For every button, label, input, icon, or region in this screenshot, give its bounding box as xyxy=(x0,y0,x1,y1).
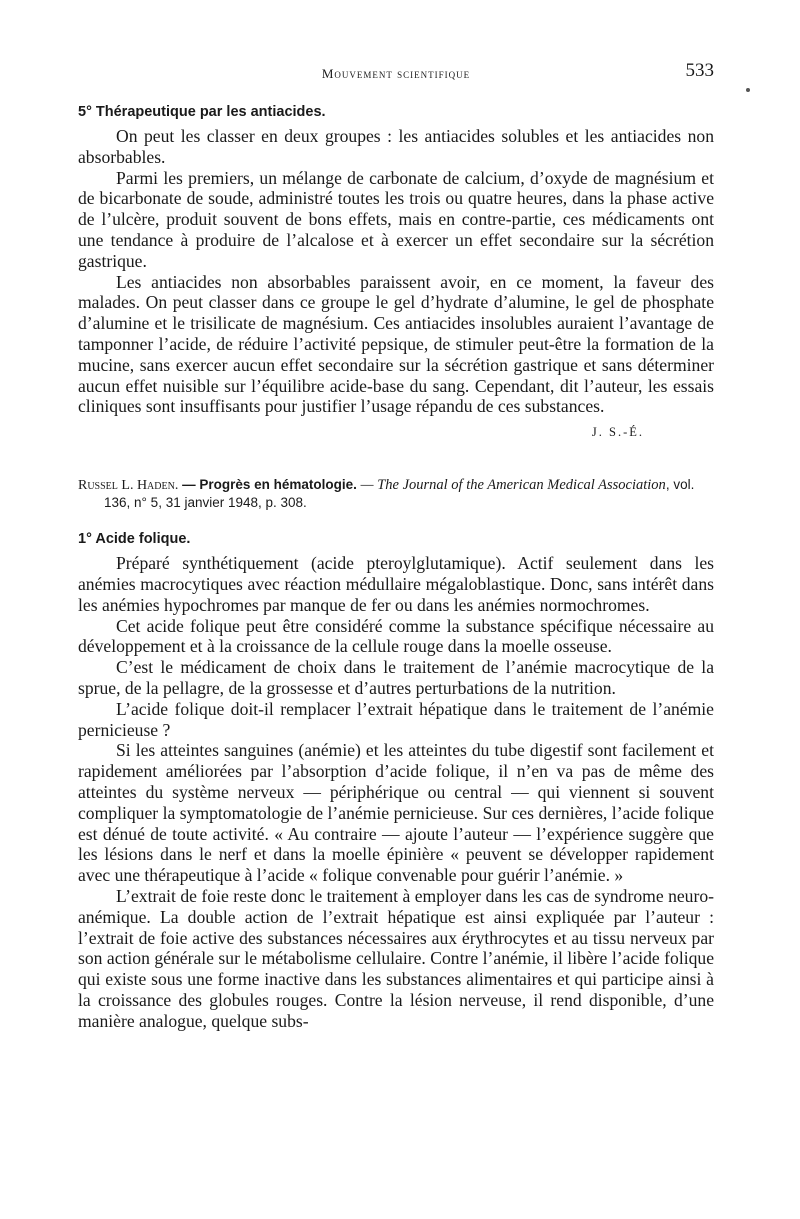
author-signature: J. S.-É. xyxy=(591,425,644,440)
paragraph-non-absorbable-antiacids: Les antiacides non absorbables paraissent avoir, en ce moment, la faveur des malades. On peut classer dans ce groupe le gel d’hydrate d’alumine, le gel de phosphate d’alumine et le trisilicate de magnésium. Ces antiacides insolubles auraient l’avantage de tamponner l’acide, de réduire l’activité pepsique, de stimuler peut-être la formation de la mucine, sans exercer aucun effet secondaire sur la sécrétion gastrique et sans déterminer aucun effet nuisible sur l’équilibre acide-base du sang. Cependant, dit l’auteur, les essais cliniques sont insuffisants pour justifier l’usage répandu de ces substances. xyxy=(78,271,714,417)
paragraph-antiacid-groups: On peut les classer en deux groupes : les antiacides solubles et les antiacides non absorbables. xyxy=(78,126,714,167)
running-head xyxy=(78,60,714,86)
journal-page xyxy=(78,60,714,1031)
reference-details: , vol. 136, n° 5, 31 janvier 1948, p. 308. xyxy=(104,477,695,511)
paragraph-synthesis: Préparé synthétiquement (acide pteroylglutamique). Actif seulement dans les anémies macrocytiques avec réaction médullaire mégaloblastique. Donc, sans intérêt dans les anémies hypochromes par manque de fer ou dans les anémies normochromes. xyxy=(78,553,714,615)
paragraph-specific-substance: Cet acide folique peut être considéré comme la substance spécifique nécessaire au développement et à la croissance de la cellule rouge dans la moelle osseuse. xyxy=(78,615,714,657)
bibliographic-reference xyxy=(78,476,714,511)
margin-speck xyxy=(746,88,750,92)
section-heading-acide-folique: 1° Acide folique. xyxy=(78,531,191,548)
reference-author: Russel L. Haden. xyxy=(78,478,179,494)
paragraph-nervous-system: Si les atteintes sanguines (anémie) et les atteintes du tube digestif sont facilement et rapidement améliorées par l’absorption d’acide folique, il n’en va pas de même des atteintes du système nerveux — périphérique ou central — qui viennent si souvent compliquer la symptomatologie de l’anémie pernicieuse. Sur ces dernières, l’acide folique est dénué de toute activité. « Au contraire — ajoute l’auteur — l’expérience suggère que les lésions dans le nerf et dans la moelle épinière « peuvent se développer rapidement avec une thérapeutique à l’acide « folique convenable pour guérir l’anémie. » xyxy=(78,740,714,886)
running-title: Mouvement scientifique xyxy=(321,66,471,81)
paragraph-question: L’acide folique doit-il remplacer l’extrait hépatique dans le traitement de l’anémie pernicieuse ? xyxy=(78,698,714,740)
reference-title: — Progrès en hématologie. xyxy=(182,477,357,493)
section-heading-antiacides: 5° Thérapeutique par les antiacides. xyxy=(78,104,326,120)
paragraph-drug-of-choice: C’est le médicament de choix dans le traitement de l’anémie macrocytique de la sprue, de la pellagre, de la grossesse et d’autres perturbations de la nutrition. xyxy=(78,657,714,698)
paragraph-soluble-antiacids: Parmi les premiers, un mélange de carbonate de calcium, d’oxyde de magnésium et de bicarbonate de soude, administré toutes les trois ou quatre heures, dans la phase active de l’ulcère, produit souvent de bons effets, mais en contre-partie, ces médicaments ont une tendance à produire de l’alcalose et à exercer un effet secondaire sur la sécrétion gastrique. xyxy=(78,167,714,271)
paragraph-liver-extract: L’extrait de foie reste donc le traitement à employer dans les cas de syndrome neuro-anémique. La double action de l’extrait hépatique est ainsi expliquée par l’auteur : l’extrait de foie active des substances nécessaires aux érythrocytes et au tissu nerveux par son action générale sur le métabolisme cellulaire. Contre l’anémie, il libère l’acide folique qui existe sous une forme inactive dans les substances alimentaires et qui participe ainsi à la croissance des globules rouges. Contre la lésion nerveuse, il rend disponible, d’une manière analogue, quelque subs- xyxy=(78,885,714,1031)
reference-journal: — The Journal of the American Medical Association xyxy=(360,477,666,494)
page-number: 533 xyxy=(685,60,714,81)
